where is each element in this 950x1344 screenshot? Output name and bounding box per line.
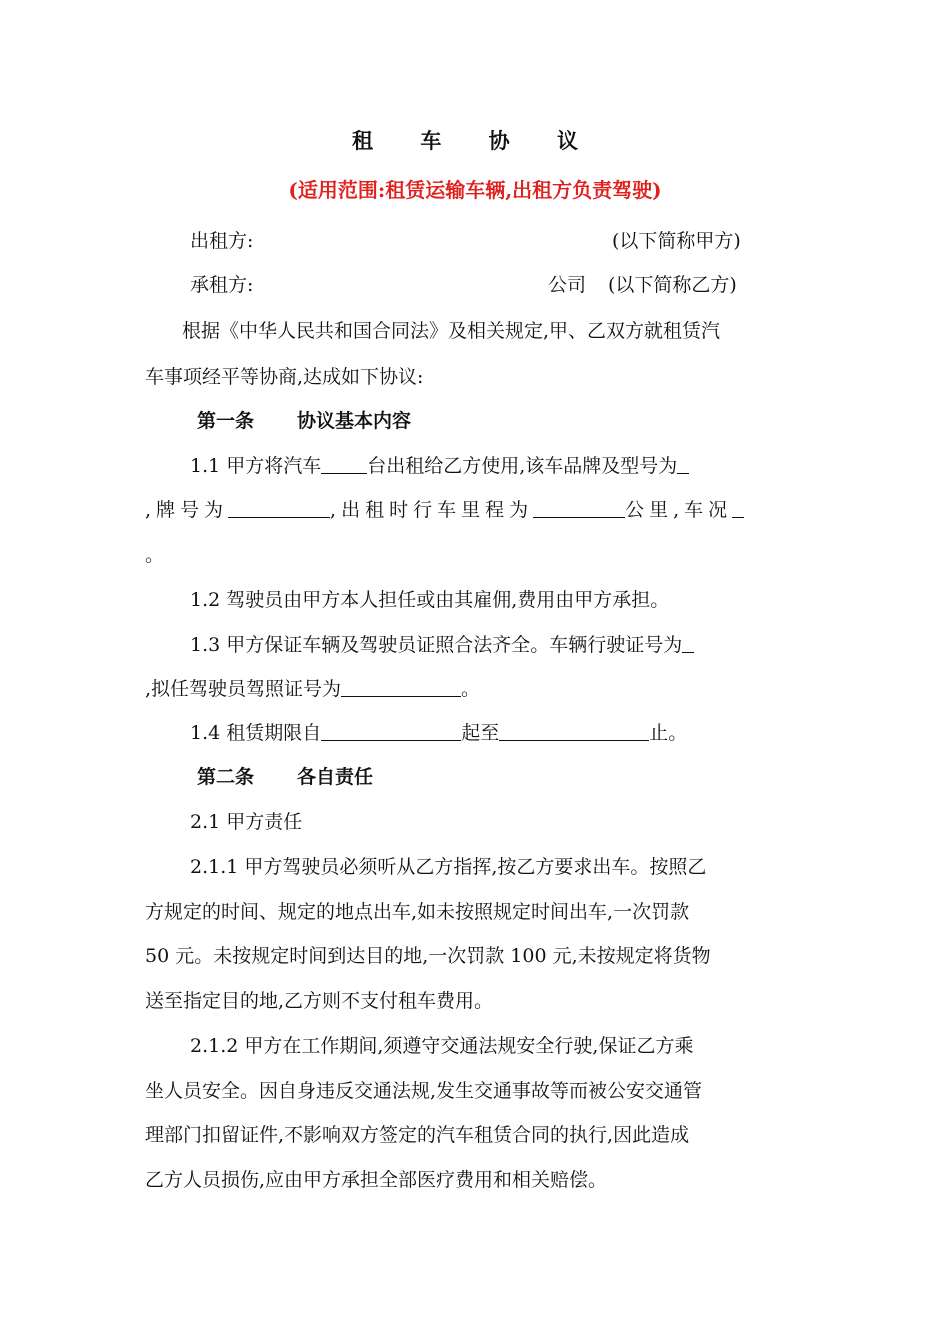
- clause-1-3-line-2: [145, 676, 480, 702]
- article-2-number: 第二条: [197, 766, 255, 788]
- clause-1-3-text-a: 1.3 甲方保证车辆及驾驶员证照合法齐全。车辆行驶证号为: [190, 634, 683, 656]
- lessee-note: (以下简称乙方): [608, 274, 737, 296]
- brand-model-blank[interactable]: [677, 453, 689, 474]
- clause-2-1-1-line-1: 2.1.1 甲方驾驶员必须听从乙方指挥,按乙方要求出车。按照乙: [190, 856, 707, 878]
- vehicle-condition-blank[interactable]: [732, 497, 744, 518]
- clause-1-4-text-b: 起至: [461, 722, 500, 744]
- clause-1-4: [190, 720, 687, 746]
- clause-1-3-text-c: 。: [461, 678, 481, 700]
- lessee-label: 承租方:: [190, 274, 254, 296]
- article-2-title: 各自责任: [297, 766, 374, 788]
- clause-1-1-text-d: ,出租时行车里程为: [330, 499, 534, 521]
- document-subtitle: (适用范围:租赁运输车辆,出租方负责驾驶): [288, 178, 662, 202]
- clause-1-1-line-2: [145, 497, 744, 523]
- clause-1-3-text-b: ,拟任驾驶员驾照证号为: [145, 678, 342, 700]
- lessor-note: (以下简称甲方): [612, 230, 741, 252]
- driver-license-blank[interactable]: [341, 676, 461, 697]
- lessee-company: 公司: [548, 274, 587, 296]
- intro-line-1: 根据《中华人民共和国合同法》及相关规定,甲、乙双方就租赁汽: [182, 320, 721, 342]
- clause-1-1-line-1: [190, 453, 689, 479]
- clause-2-1: 2.1 甲方责任: [190, 811, 303, 833]
- article-1-heading: [197, 408, 411, 434]
- clause-2-1-1-line-3: 50 元。未按规定时间到达目的地,一次罚款 100 元,未按规定将货物: [145, 945, 711, 967]
- clause-1-1-text-a: 1.1 甲方将汽车: [190, 455, 322, 477]
- clause-1-1-text-c: ,牌号为: [145, 499, 229, 521]
- document-title: 租 车 协 议: [352, 128, 598, 153]
- clause-1-1-text-e: 公里,车况: [625, 499, 733, 521]
- vehicle-count-blank[interactable]: [321, 453, 367, 474]
- clause-2-1-2-line-2: 坐人员安全。因自身违反交通法规,发生交通事故等而被公安交通管: [145, 1080, 703, 1102]
- clause-2-1-2-line-1: 2.1.2 甲方在工作期间,须遵守交通法规安全行驶,保证乙方乘: [190, 1035, 694, 1057]
- clause-1-1-text-b: 台出租给乙方使用,该车品牌及型号为: [367, 455, 678, 477]
- clause-2-1-1-line-4: 送至指定目的地,乙方则不支付租车费用。: [145, 990, 494, 1012]
- clause-1-1-line-3: 。: [145, 544, 165, 566]
- clause-1-4-text-c: 止。: [649, 722, 688, 744]
- lease-end-blank[interactable]: [499, 720, 649, 741]
- plate-number-blank[interactable]: [228, 497, 330, 518]
- mileage-blank[interactable]: [533, 497, 625, 518]
- clause-1-4-text-a: 1.4 租赁期限自: [190, 722, 322, 744]
- intro-line-2: 车事项经平等协商,达成如下协议:: [145, 366, 424, 388]
- article-2-heading: [197, 764, 373, 790]
- lessor-label: 出租方:: [190, 230, 254, 252]
- clause-1-2: 1.2 驾驶员由甲方本人担任或由其雇佣,费用由甲方承担。: [190, 589, 670, 611]
- clause-2-1-2-line-4: 乙方人员损伤,应由甲方承担全部医疗费用和相关赔偿。: [145, 1169, 608, 1191]
- article-1-number: 第一条: [197, 410, 255, 432]
- clause-2-1-2-line-3: 理部门扣留证件,不影响双方签定的汽车租赁合同的执行,因此造成: [145, 1124, 690, 1146]
- clause-1-3-line-1: [190, 632, 694, 658]
- lease-start-blank[interactable]: [321, 720, 461, 741]
- article-1-title: 协议基本内容: [297, 410, 412, 432]
- license-number-blank[interactable]: [682, 632, 694, 653]
- clause-2-1-1-line-2: 方规定的时间、规定的地点出车,如未按照规定时间出车,一次罚款: [145, 901, 690, 923]
